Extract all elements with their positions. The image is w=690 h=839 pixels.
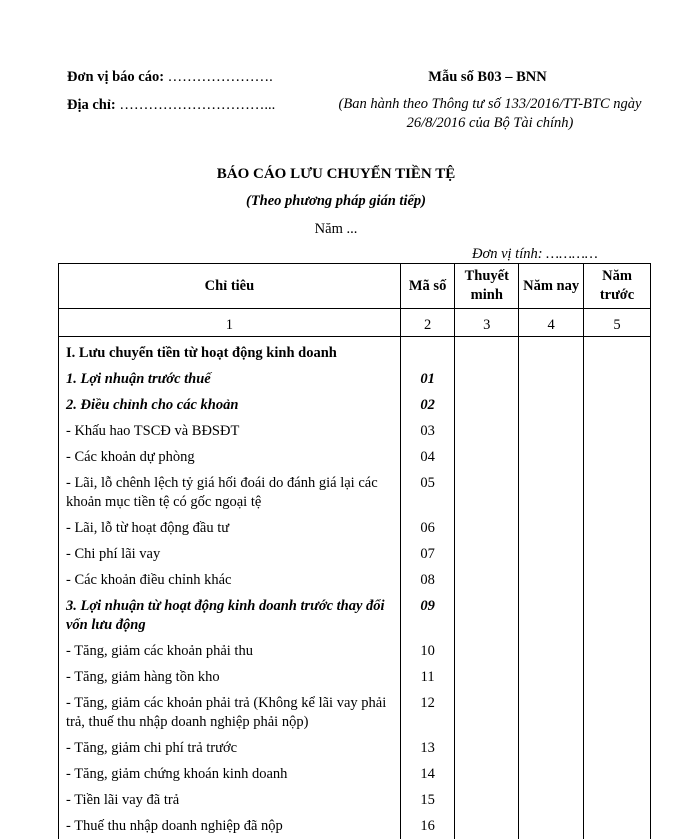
row-last-year [584, 593, 651, 638]
header-indicator: Chỉ tiêu [59, 264, 401, 309]
row-label: - Tiền lãi vay đã trả [59, 787, 401, 813]
header-note: Thuyết minh [455, 264, 519, 309]
row-label: - Chi phí lãi vay [59, 541, 401, 567]
row-label: - Tăng, giảm chi phí trả trước [59, 735, 401, 761]
row-code: 16 [400, 813, 455, 839]
row-code: 09 [400, 593, 455, 638]
row-last-year [584, 761, 651, 787]
address-dots: …………………………... [119, 97, 275, 113]
row-note [455, 541, 519, 567]
row-code: 02 [400, 392, 455, 418]
row-last-year [584, 638, 651, 664]
row-note [455, 664, 519, 690]
row-last-year [584, 787, 651, 813]
table-row [59, 664, 651, 690]
table-row [59, 787, 651, 813]
table-row [59, 366, 651, 392]
row-last-year [584, 444, 651, 470]
row-code: 03 [400, 418, 455, 444]
table-row [59, 515, 651, 541]
row-this-year [519, 418, 584, 444]
row-last-year [584, 567, 651, 593]
row-last-year [584, 735, 651, 761]
row-note [455, 638, 519, 664]
row-this-year [519, 444, 584, 470]
column-number: 5 [584, 309, 651, 337]
row-last-year [584, 813, 651, 839]
cash-flow-table [58, 263, 651, 839]
row-this-year [519, 813, 584, 839]
row-code: 04 [400, 444, 455, 470]
row-code: 11 [400, 664, 455, 690]
row-code: 14 [400, 761, 455, 787]
table-row [59, 593, 651, 638]
column-number: 1 [59, 309, 401, 337]
row-last-year [584, 515, 651, 541]
row-code: 13 [400, 735, 455, 761]
issued-by-note: (Ban hành theo Thông tư số 133/2016/TT-BTC ngày 26/8/2016 của Bộ Tài chính) [330, 95, 650, 133]
row-this-year [519, 470, 584, 515]
row-last-year [584, 470, 651, 515]
table-row [59, 761, 651, 787]
column-number: 3 [455, 309, 519, 337]
row-this-year [519, 690, 584, 735]
reporting-unit-line [67, 69, 273, 86]
row-note [455, 813, 519, 839]
table-row [59, 418, 651, 444]
table-row [59, 444, 651, 470]
row-note [455, 567, 519, 593]
row-note [455, 690, 519, 735]
row-code: 08 [400, 567, 455, 593]
row-last-year [584, 541, 651, 567]
form-number: Mẫu số B03 – BNN [390, 69, 585, 86]
address-line [67, 97, 275, 114]
table-row [59, 541, 651, 567]
row-last-year [584, 418, 651, 444]
row-label: - Lãi, lỗ từ hoạt động đầu tư [59, 515, 401, 541]
reporting-unit-dots: …………………. [168, 69, 273, 85]
row-code: 12 [400, 690, 455, 735]
row-note [455, 337, 519, 367]
row-this-year [519, 593, 584, 638]
row-last-year [584, 366, 651, 392]
row-code [400, 337, 455, 367]
row-this-year [519, 392, 584, 418]
header-code: Mã số [400, 264, 455, 309]
address-label: Địa chỉ: [67, 97, 116, 113]
row-this-year [519, 664, 584, 690]
row-note [455, 470, 519, 515]
table-row [59, 392, 651, 418]
row-this-year [519, 541, 584, 567]
row-label: 3. Lợi nhuận từ hoạt động kinh doanh trước thay đổi vốn lưu động [59, 593, 401, 638]
row-this-year [519, 735, 584, 761]
table-row [59, 813, 651, 839]
row-label: 2. Điều chỉnh cho các khoản [59, 392, 401, 418]
row-label: - Tăng, giảm các khoản phải thu [59, 638, 401, 664]
row-note [455, 392, 519, 418]
row-note [455, 593, 519, 638]
row-note [455, 735, 519, 761]
row-label: - Các khoản dự phòng [59, 444, 401, 470]
header-last-year: Năm trước [584, 264, 651, 309]
report-title: BÁO CÁO LƯU CHUYỂN TIỀN TỆ [0, 166, 672, 183]
table-row [59, 690, 651, 735]
row-label: I. Lưu chuyển tiền từ hoạt động kinh doanh [59, 337, 401, 367]
row-this-year [519, 337, 584, 367]
row-label: 1. Lợi nhuận trước thuế [59, 366, 401, 392]
table-row [59, 567, 651, 593]
row-label: - Thuế thu nhập doanh nghiệp đã nộp [59, 813, 401, 839]
row-label: - Tăng, giảm chứng khoán kinh doanh [59, 761, 401, 787]
row-note [455, 787, 519, 813]
currency-unit: Đơn vị tính: ………… [472, 246, 598, 263]
reporting-unit-label: Đơn vị báo cáo: [67, 69, 164, 85]
row-note [455, 418, 519, 444]
row-last-year [584, 337, 651, 367]
row-this-year [519, 366, 584, 392]
row-code: 15 [400, 787, 455, 813]
row-code: 10 [400, 638, 455, 664]
row-label: - Khấu hao TSCĐ và BĐSĐT [59, 418, 401, 444]
row-label: - Lãi, lỗ chênh lệch tỷ giá hối đoái do đánh giá lại các khoản mục tiền tệ có gốc ngoại tệ [59, 470, 401, 515]
row-note [455, 366, 519, 392]
row-this-year [519, 761, 584, 787]
row-this-year [519, 787, 584, 813]
table-row [59, 735, 651, 761]
row-this-year [519, 638, 584, 664]
row-last-year [584, 664, 651, 690]
row-last-year [584, 690, 651, 735]
row-this-year [519, 567, 584, 593]
row-note [455, 515, 519, 541]
table-body [59, 337, 651, 839]
row-note [455, 444, 519, 470]
row-label: - Các khoản điều chỉnh khác [59, 567, 401, 593]
row-label: - Tăng, giảm hàng tồn kho [59, 664, 401, 690]
table-row [59, 470, 651, 515]
row-code: 06 [400, 515, 455, 541]
report-subtitle: (Theo phương pháp gián tiếp) [0, 193, 672, 210]
table-row [59, 638, 651, 664]
column-number: 4 [519, 309, 584, 337]
row-code: 05 [400, 470, 455, 515]
header-this-year: Năm nay [519, 264, 584, 309]
report-year: Năm ... [0, 221, 672, 238]
row-code: 07 [400, 541, 455, 567]
row-label: - Tăng, giảm các khoản phải trả (Không kể lãi vay phải trả, thuế thu nhập doanh nghiệp phải nộp) [59, 690, 401, 735]
table-row [59, 337, 651, 367]
row-last-year [584, 392, 651, 418]
row-this-year [519, 515, 584, 541]
row-note [455, 761, 519, 787]
row-code: 01 [400, 366, 455, 392]
column-number: 2 [400, 309, 455, 337]
